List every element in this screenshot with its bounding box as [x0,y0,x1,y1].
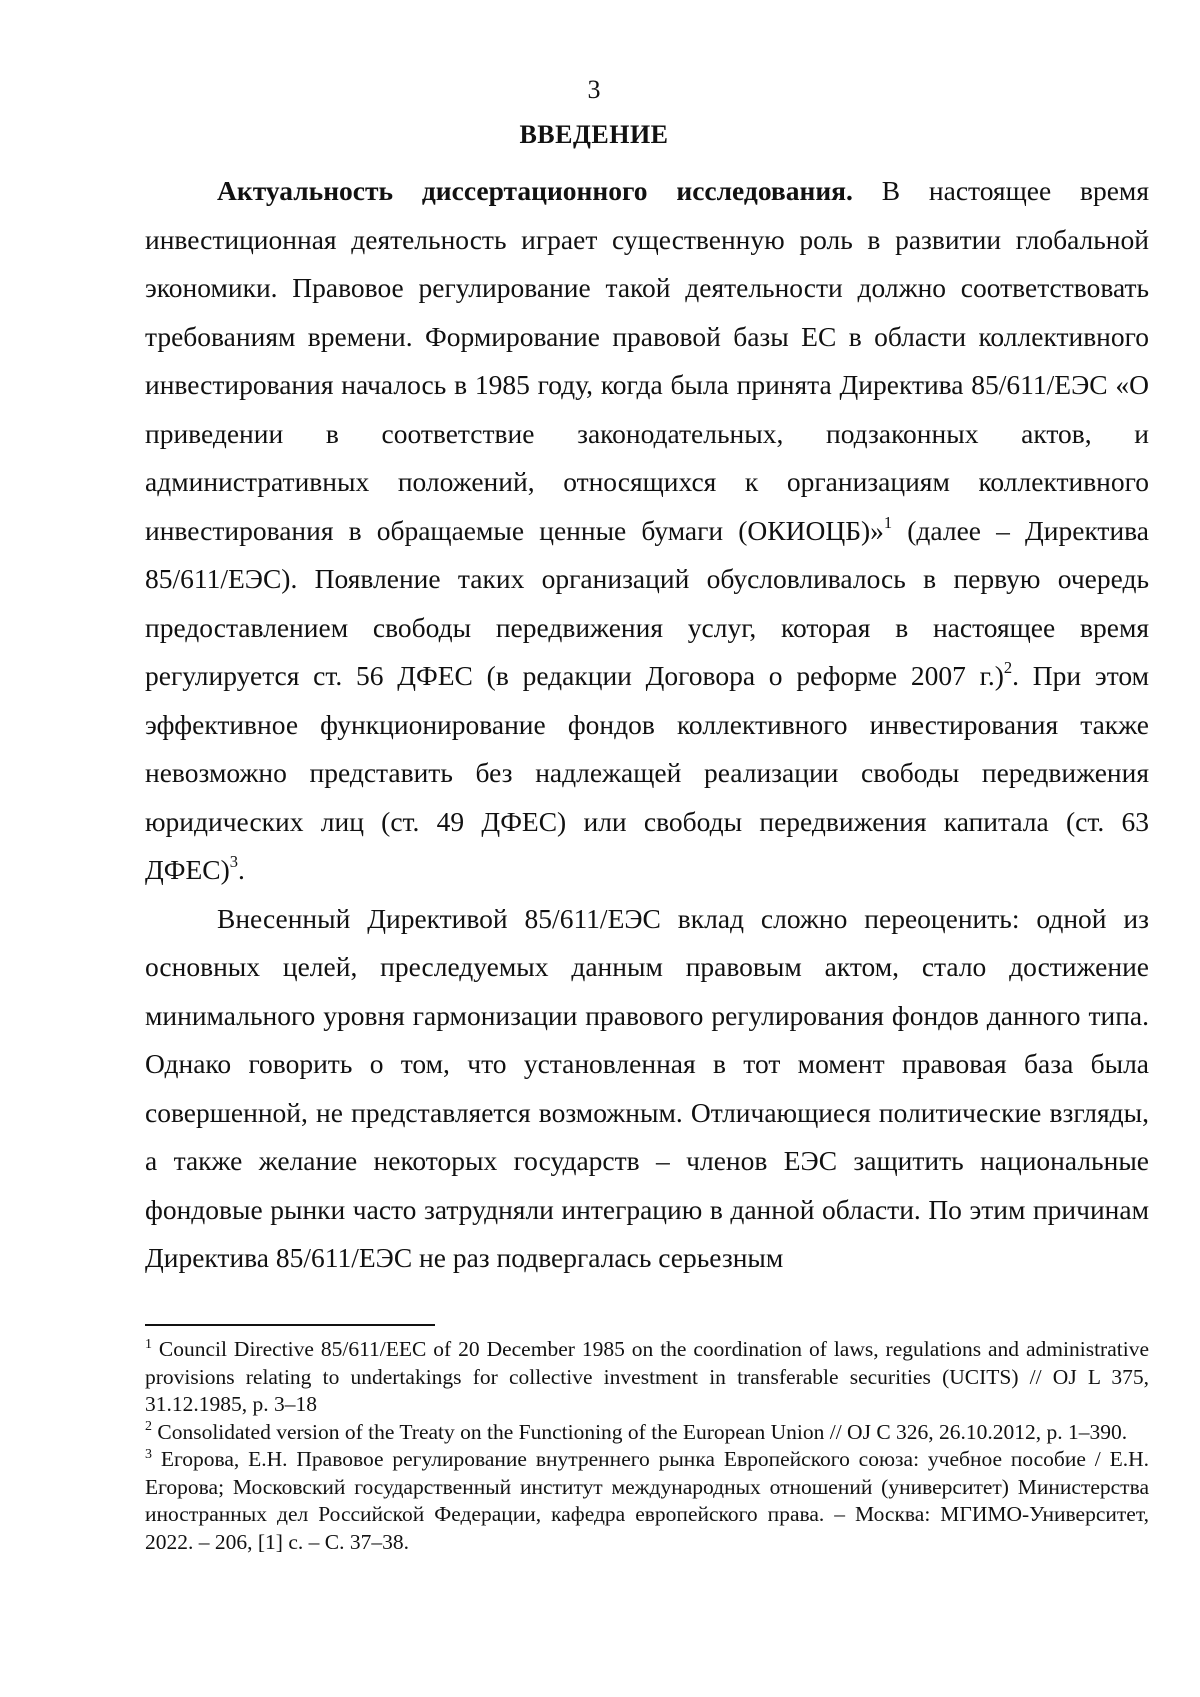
paragraph-relevance [145,167,1149,895]
footnote-3 [145,1446,1149,1556]
paragraph-text: . При этом эффективное функционирование фондов коллективного инвестирования также невозможно представить без надлежащей реализации свободы передвижения юридических лиц (ст. 49 ДФЕС) или свободы передвижения капитала (ст. 63 ДФЕС) [145,660,1149,885]
footnote-text: Егорова, Е.Н. Правовое регулирование внутреннего рынка Европейского союза: учебное пособие / Е.Н. Егорова; Московский государственный институт международных отношений (университет) Министерства иностранных дел Российской Федерации, кафедра европейского права. – Москва: МГИМО-Университет, 2022. – 206, [1] с. – С. 37–38. [145,1447,1149,1554]
footnote-number: 1 [145,1336,152,1352]
body-text [145,167,1149,1283]
paragraph-directive-contribution: Внесенный Директивой 85/611/ЕЭС вклад сложно переоценить: одной из основных целей, преследуемых данным правовым актом, стало достижение минимального уровня гармонизации правового регулирования фондов данного типа. Однако говорить о том, что установленная в тот момент правовая база была совершенной, не представляется возможным. Отличающиеся политические взгляды, а также желание некоторых государств – членов ЕЭС защитить национальные фондовые рынки часто затрудняли интеграцию в данной области. По этим причинам Директива 85/611/ЕЭС не раз подвергалась серьезным [145,902,1149,1273]
footnote-ref: 2 [1003,658,1013,678]
footnotes [145,1336,1149,1556]
footnote-number: 3 [145,1446,152,1462]
footnote-ref: 3 [229,852,239,872]
footnote-text: Council Directive 85/611/EEC of 20 December 1985 on the coordination of laws, regulations and administrative provisions relating to undertakings for collective investment in transferable securities (UCITS) // OJ L 375, 31.12.1985, p. 3–18 [145,1337,1149,1416]
footnote-ref: 1 [883,512,893,532]
paragraph-text: В настоящее время инвестиционная деятельность играет существенную роль в развитии глобальной экономики. Правовое регулирование такой деятельности должно соответствовать требованиям времени. Формирование правовой базы ЕС в области коллективного инвестирования началось в 1985 году, когда была принята Директива 85/611/ЕЭС «О приведении в соответствие законодательных, подзаконных актов, и административных положений, относящихся к организациям коллективного инвестирования в обращаемые ценные бумаги (ОКИОЦБ)» [145,175,1149,546]
footnote-separator [145,1324,435,1326]
paragraph-text: (далее – Директива 85/611/ЕЭС). Появление таких организаций обусловливалось в первую очередь предоставлением свободы передвижения услуг, которая в настоящее время регулируется ст. 56 ДФЕС (в редакции Договора о реформе 2007 г.) [145,514,1149,691]
section-heading: ВВЕДЕНИЕ [519,120,669,149]
footnote-text: Consolidated version of the Treaty on the Functioning of the European Union // OJ C 326, 26.10.2012, p. 1–390. [151,1419,1128,1444]
footnote-2 [145,1419,1149,1447]
footnote-number: 2 [145,1419,152,1435]
footnote-1 [145,1336,1149,1419]
paragraph-text: . [238,854,245,885]
page-number: 3 [587,75,601,104]
paragraph-lead: Актуальность диссертационного исследования. [217,175,853,206]
